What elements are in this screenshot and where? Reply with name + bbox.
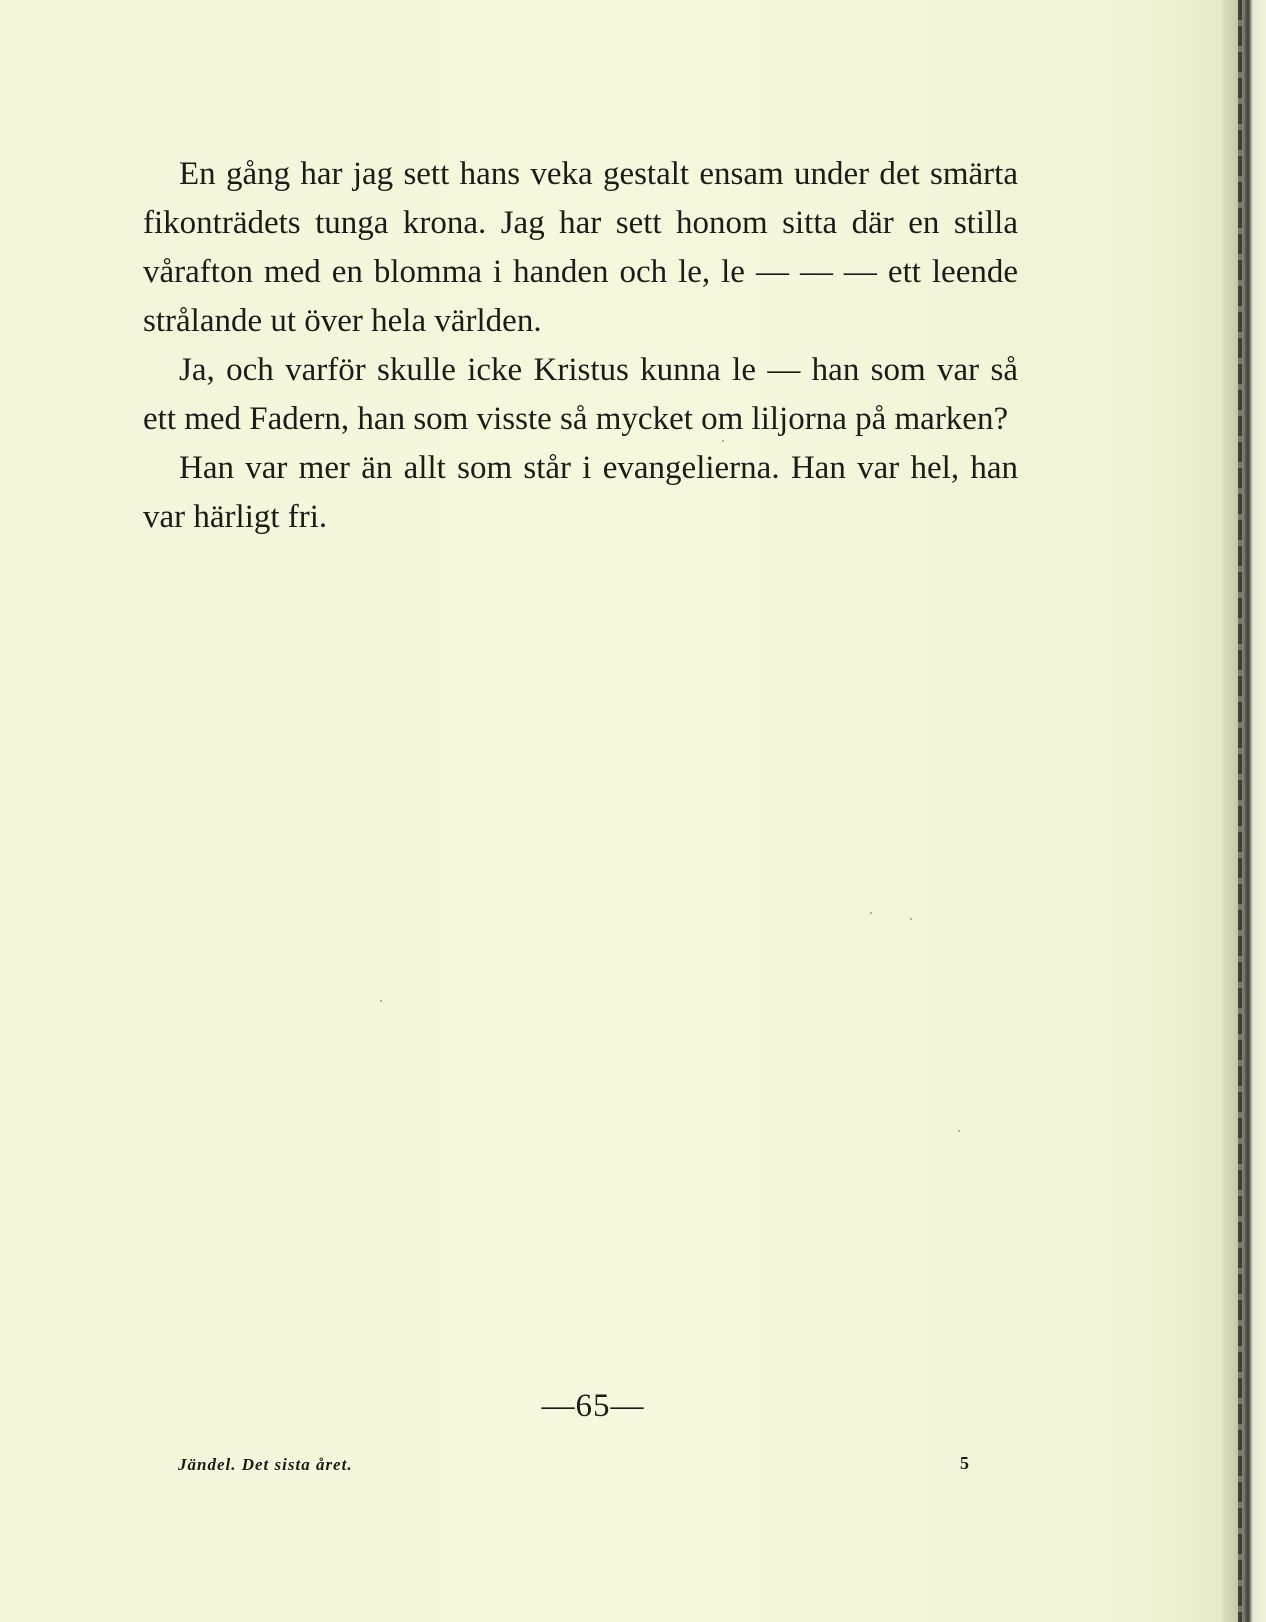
- paper-speck: [380, 1000, 382, 1002]
- paper-speck: [910, 918, 912, 920]
- page-number: —65—: [541, 1388, 645, 1424]
- signature-line: Jändel. Det sista året.: [178, 1455, 353, 1474]
- paragraph-3: Han var mer än allt som står i evangelierna. Han var hel, han var härligt fri.: [143, 450, 1018, 535]
- page-edge: [1222, 0, 1266, 1622]
- main-text: [143, 150, 1018, 542]
- paper-speck: [870, 912, 872, 914]
- paper-speck: [958, 1130, 960, 1132]
- paragraph-1: En gång har jag sett hans veka gestalt ensam under det smärta fikonträdets tunga krona. Jag har sett honom sitta där en stilla vårafton med en blomma i handen och le, le — — — ett leende strålande ut över hela världen.: [143, 156, 1018, 339]
- sheet-mark: 5: [960, 1453, 969, 1473]
- binding-shadow: [1238, 0, 1242, 1622]
- paragraph-2: Ja, och varför skulle icke Kristus kunna le — han som var så ett med Fadern, han som visste så mycket om liljorna på marken?: [143, 352, 1018, 437]
